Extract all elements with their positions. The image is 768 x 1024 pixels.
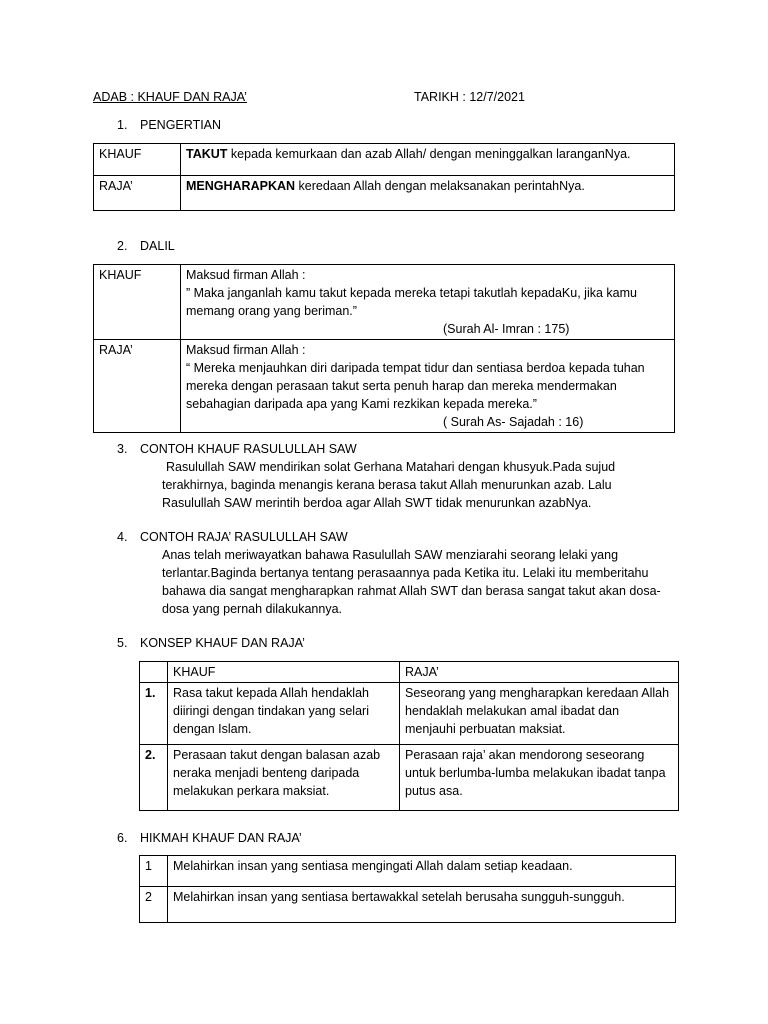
dalil-reference: ( Surah As- Sajadah : 16) <box>443 415 584 429</box>
hikmah-cell: Melahirkan insan yang sentiasa mengingati Allah dalam setiap keadaan. <box>168 856 676 887</box>
section-6-number: 6. <box>117 831 128 845</box>
dalil-intro: Maksud firman Allah : <box>186 268 306 282</box>
table-row <box>140 683 679 745</box>
khauf-column-header: KHAUF <box>168 662 400 683</box>
konsep-table <box>139 661 679 811</box>
dalil-cell <box>181 340 675 433</box>
khauf-cell: Perasaan takut dengan balasan azab neraka menjadi benteng daripada melakukan perkara maksiat. <box>168 745 400 811</box>
title-text: ADAB : KHAUF DAN RAJA’ <box>93 90 247 104</box>
section-3-paragraph: Rasulullah SAW mendirikan solat Gerhana Matahari dengan khusyuk.Pada sujud terakhirnya, baginda menangis kerana berasa takut Allah menurunkan azab. Lalu Rasulullah SAW merintih berdoa agar Allah SWT tidak menurunkan azabNya. <box>162 460 616 510</box>
section-4-paragraph: Anas telah meriwayatkan bahawa Rasulullah SAW menziarahi seorang lelaki yang terlantar.Baginda bertanya tentang perasaannya pada Ketika itu. Lelaki itu memberitahu bahawa dia sangat mengharapkan rahmat Allah SWT dan berasa sangat takut akan dosa-dosa yang pernah dilakukannya. <box>162 548 661 616</box>
dalil-reference: (Surah Al- Imran : 175) <box>443 322 570 336</box>
table-row <box>94 176 675 211</box>
section-3-number: 3. <box>117 442 128 456</box>
document-title <box>93 88 247 106</box>
section-2-heading: DALIL <box>140 239 175 253</box>
definition-keyword: MENGHARAPKAN <box>186 179 296 193</box>
dalil-quote: “ Mereka menjauhkan diri daripada tempat tidur dan sentiasa berdoa kepada tuhan mereka dengan perasaan takut serta penuh harap dan mereka mendermakan sebahagian daripada apa yang Kami rezkikan kepada mereka.” <box>186 361 645 411</box>
row-number: 1. <box>140 683 168 745</box>
definition-cell <box>181 144 675 176</box>
definition-cell <box>181 176 675 211</box>
table-row <box>140 745 679 811</box>
khauf-cell: Rasa takut kepada Allah hendaklah diiringi dengan tindakan yang selari dengan Islam. <box>168 683 400 745</box>
raja-cell: Seseorang yang mengharapkan keredaan Allah hendaklah melakukan amal ibadat dan menjauhi perbuatan maksiat. <box>400 683 679 745</box>
section-5-number: 5. <box>117 636 128 650</box>
dalil-intro: Maksud firman Allah : <box>186 343 306 357</box>
raja-cell: Perasaan raja’ akan mendorong seseorang untuk berlumba-lumba melakukan ibadat tanpa putus asa. <box>400 745 679 811</box>
table-row <box>94 340 675 433</box>
section-4-number: 4. <box>117 530 128 544</box>
section-6-heading: HIKMAH KHAUF DAN RAJA’ <box>140 831 302 845</box>
date-label: TARIKH : 12/7/2021 <box>414 90 525 104</box>
hikmah-table <box>139 855 676 923</box>
table-row <box>140 887 676 923</box>
table-row <box>94 265 675 340</box>
section-4-heading: CONTOH RAJA’ RASULULLAH SAW <box>140 530 348 544</box>
hikmah-cell: Melahirkan insan yang sentiasa bertawakkal setelah berusaha sungguh-sungguh. <box>168 887 676 923</box>
section-2-number: 2. <box>117 239 128 253</box>
section-1-heading: PENGERTIAN <box>140 118 222 132</box>
dalil-quote: ” Maka janganlah kamu takut kepada mereka tetapi takutlah kepadaKu, jika kamu memang orang yang beriman.” <box>186 286 637 318</box>
pengertian-table <box>93 143 675 211</box>
number-header-cell <box>140 662 168 683</box>
term-cell: KHAUF <box>94 265 181 340</box>
dalil-table <box>93 264 675 433</box>
raja-column-header: RAJA’ <box>400 662 679 683</box>
definition-text: keredaan Allah dengan melaksanakan perintahNya. <box>295 179 585 193</box>
definition-keyword: TAKUT <box>186 147 228 161</box>
term-cell: KHAUF <box>94 144 181 176</box>
table-header-row <box>140 662 679 683</box>
row-number: 2 <box>140 887 168 923</box>
section-1-number: 1. <box>117 118 128 132</box>
term-cell: RAJA’ <box>94 176 181 211</box>
section-5-heading: KONSEP KHAUF DAN RAJA’ <box>140 636 305 650</box>
row-number: 2. <box>140 745 168 811</box>
row-number: 1 <box>140 856 168 887</box>
dalil-cell <box>181 265 675 340</box>
table-row <box>94 144 675 176</box>
section-3-heading: CONTOH KHAUF RASULULLAH SAW <box>140 442 357 456</box>
term-cell: RAJA’ <box>94 340 181 433</box>
table-row <box>140 856 676 887</box>
definition-text: kepada kemurkaan dan azab Allah/ dengan meninggalkan laranganNya. <box>227 147 631 161</box>
